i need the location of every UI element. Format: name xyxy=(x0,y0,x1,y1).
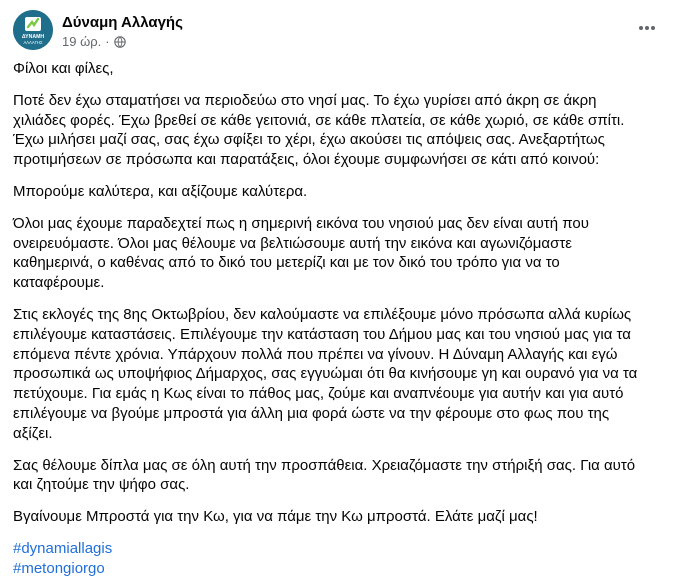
post-paragraph xyxy=(13,214,661,293)
post-text-line: Έχω μιλήσει μαζί σας, σας έχω σφίξει το χέρι, έχω ακούσει τις απόψεις σας. Ανεξαρτήτως xyxy=(13,131,605,149)
post-header xyxy=(13,10,659,52)
post-meta xyxy=(62,34,126,49)
post-text-line: Σας θέλουμε δίπλα μας σε όλη αυτή την προσπάθεια. Χρειαζόμαστε την στήριξή σας. Για αυτό xyxy=(13,456,636,474)
post-text-line: Όλοι μας έχουμε παραδεχτεί πως η σημερινή εικόνα του νησιού μας δεν είναι αυτή που xyxy=(13,214,589,232)
post-text-line: προτιμήσεων σε πρόσωπα και παρατάξεις, όλοι έχουμε συμφωνήσει σε κάτι από κοινού: xyxy=(13,151,600,169)
post-text-line: Ποτέ δεν έχω σταματήσει να περιοδεύω στο νησί μας. Το έχω γυρίσει από άκρη σε άκρη xyxy=(13,91,597,109)
hashtag-link[interactable]: #metongiorgo xyxy=(13,559,105,577)
page-avatar[interactable] xyxy=(13,10,53,50)
hashtag-link[interactable]: #dynamiallagis xyxy=(13,539,113,557)
post-text-line: ονειρευόμαστε. Όλοι μας θέλουμε να βελτιώσουμε αυτή την εικόνα και αγωνιζόμαστε xyxy=(13,234,572,252)
post-text-line: και ζητούμε την ψήφο σας. xyxy=(13,476,190,494)
post-paragraph xyxy=(13,507,661,527)
post-paragraph xyxy=(13,305,661,444)
post-paragraph xyxy=(13,182,661,202)
avatar-label-top: ΔΥΝΑΜΗ xyxy=(21,34,45,40)
globe-icon[interactable] xyxy=(114,36,126,48)
post-text-line: επιλέγουμε να βγούμε μπροστά για άλλη μια φορά ώστε να την φέρουμε στο φως που της xyxy=(13,404,610,422)
page-name-link[interactable]: Δύναμη Αλλαγής xyxy=(62,14,183,31)
post-text-line: επόμενα πέντε χρόνια. Υπάρχουν πολλά που πρέπει να γίνουν. Η Δύναμη Αλλαγής και εγώ xyxy=(13,345,618,363)
post-timestamp[interactable]: 19 ώρ. xyxy=(62,34,102,49)
post-text-line: χιλιάδες φορές. Έχω βρεθεί σε κάθε γειτονιά, σε κάθε πλατεία, σε κάθε χωριό, σε κάθε σπίτι. xyxy=(13,111,625,129)
avatar-label-bottom: ΑΛΛΑΓΗΣ xyxy=(23,40,43,45)
post-paragraph xyxy=(13,456,661,496)
post-text-line: Φίλοι και φίλες, xyxy=(13,60,114,77)
post-text-line: Μπορούμε καλύτερα, και αξίζουμε καλύτερα. xyxy=(13,182,308,200)
post-paragraph xyxy=(13,91,661,170)
post-paragraph xyxy=(13,59,661,79)
post-text-line: πετύχουμε. Για εμάς η Κως είναι το πάθος μας, ζούμε και αναπνέουμε για αυτήν και για αυτό xyxy=(13,385,624,403)
page-logo-icon xyxy=(13,10,53,50)
post-text-line: καθημερινά, ο καθένας από το δικό του μετερίζι και με τον δικό του τρόπο για να το xyxy=(13,254,560,272)
post-text-line: καταφέρουμε. xyxy=(13,274,105,292)
meta-separator: · xyxy=(105,34,110,49)
post-text-line: επιλέγουμε καταστάσεις. Επιλέγουμε την κατάσταση του Δήμου μας και του νησιού μας για τα xyxy=(13,325,631,343)
post-text-line: αξίζει. xyxy=(13,424,53,442)
more-options-icon[interactable] xyxy=(635,18,659,38)
post-text-line: Στις εκλογές της 8ης Οκτωβρίου, δεν καλούμαστε να επιλέξουμε μόνο πρόσωπα αλλά κυρίως xyxy=(13,305,632,323)
post-text-line: προσωπικά ως υποψήφιος Δήμαρχος, σας εγγυώμαι ότι θα κινήσουμε γη και ουρανό για να τα xyxy=(13,365,638,383)
post-text-line: Βγαίνουμε Μπροστά για την Κω, για να πάμε την Κω μπροστά. Ελάτε μαζί μας! xyxy=(13,508,538,526)
post-body xyxy=(13,59,661,579)
